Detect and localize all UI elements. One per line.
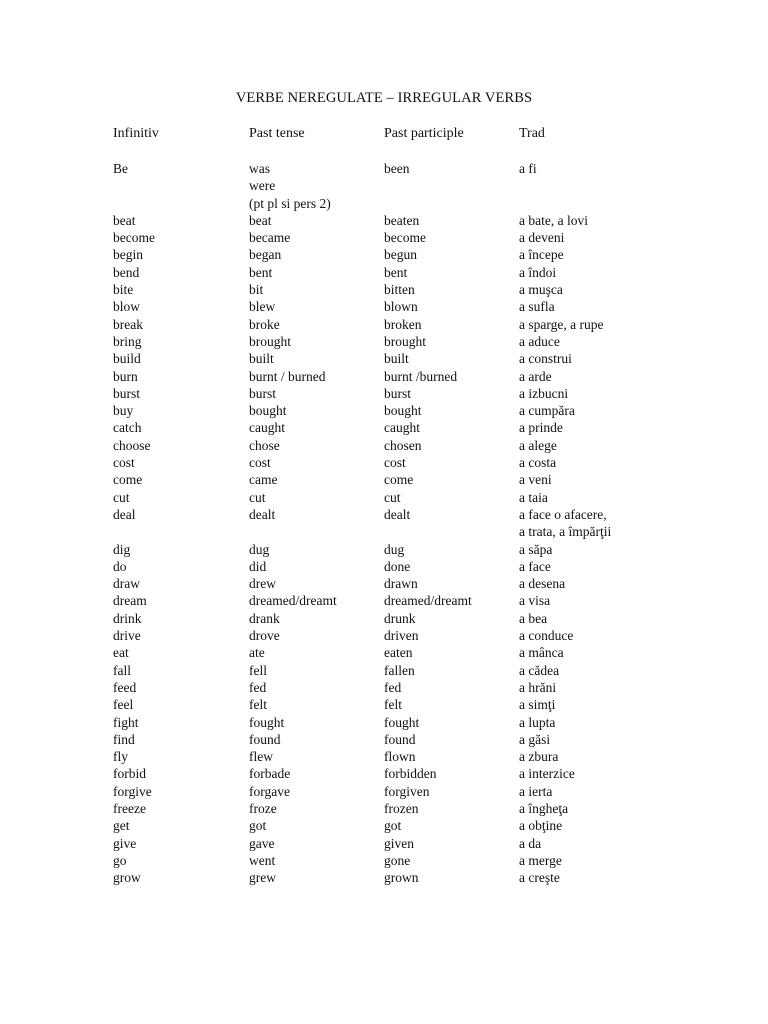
translation-line: a săpa bbox=[519, 541, 553, 557]
translation-line: a veni bbox=[519, 472, 552, 488]
cell-past-participle: beaten bbox=[384, 212, 420, 228]
cell-translation bbox=[519, 246, 564, 263]
cell-past-participle: cut bbox=[384, 489, 401, 505]
cell-past-participle: gone bbox=[384, 852, 411, 868]
cell-infinitive: burst bbox=[113, 385, 140, 401]
cell-infinitive: begin bbox=[113, 247, 143, 263]
cell-translation bbox=[519, 817, 562, 834]
cell-translation bbox=[519, 558, 551, 575]
cell-past-participle: blown bbox=[384, 299, 418, 315]
header-past-participle: Past participle bbox=[384, 126, 464, 141]
cell-translation bbox=[519, 454, 556, 471]
translation-line: a taia bbox=[519, 489, 548, 505]
cell-past-participle: dealt bbox=[384, 506, 411, 522]
cell-past-participle: become bbox=[384, 230, 426, 246]
cell-past-tense bbox=[249, 679, 266, 696]
cell-translation bbox=[519, 610, 547, 627]
past-tense-line: brought bbox=[249, 333, 291, 349]
cell-past-participle: given bbox=[384, 835, 414, 851]
cell-infinitive: bite bbox=[113, 282, 134, 298]
cell-past-participle: broken bbox=[384, 316, 422, 332]
cell-translation bbox=[519, 385, 568, 402]
past-tense-line: cut bbox=[249, 489, 266, 505]
cell-past-participle: caught bbox=[384, 420, 420, 436]
cell-infinitive: beat bbox=[113, 212, 136, 228]
cell-past-participle: felt bbox=[384, 697, 402, 713]
cell-past-tense bbox=[249, 817, 266, 834]
cell-past-tense bbox=[249, 835, 274, 852]
cell-past-participle: brought bbox=[384, 333, 426, 349]
cell-past-tense bbox=[249, 627, 280, 644]
cell-translation bbox=[519, 229, 564, 246]
translation-line: a bate, a lovi bbox=[519, 212, 588, 228]
cell-translation bbox=[519, 489, 548, 506]
cell-translation bbox=[519, 627, 573, 644]
cell-infinitive: give bbox=[113, 835, 137, 851]
translation-line: a hrăni bbox=[519, 679, 557, 695]
cell-infinitive: fall bbox=[113, 662, 131, 678]
past-tense-line: flew bbox=[249, 749, 273, 765]
cell-translation bbox=[519, 869, 560, 886]
cell-translation bbox=[519, 419, 563, 436]
cell-past-tense bbox=[249, 350, 274, 367]
past-tense-line: fed bbox=[249, 679, 267, 695]
cell-past-participle: chosen bbox=[384, 437, 422, 453]
header-past-tense: Past tense bbox=[249, 126, 305, 141]
table-row bbox=[0, 281, 768, 298]
cell-translation bbox=[519, 212, 588, 229]
translation-line: a creşte bbox=[519, 870, 560, 886]
translation-line: a construi bbox=[519, 351, 572, 367]
translation-line: a bea bbox=[519, 610, 548, 626]
cell-translation bbox=[519, 264, 556, 281]
table-row bbox=[0, 402, 768, 419]
translation-line: a mânca bbox=[519, 645, 564, 661]
cell-past-tense bbox=[249, 454, 271, 471]
past-tense-line: were bbox=[249, 178, 276, 194]
cell-past-tense bbox=[249, 402, 287, 419]
cell-translation bbox=[519, 298, 555, 315]
table-row bbox=[0, 800, 768, 817]
verb-table bbox=[0, 160, 768, 886]
cell-past-participle: fought bbox=[384, 714, 420, 730]
past-tense-line: burnt / burned bbox=[249, 368, 326, 384]
cell-past-tense bbox=[249, 714, 284, 731]
translation-line: a obţine bbox=[519, 818, 563, 834]
cell-translation bbox=[519, 160, 537, 177]
cell-past-participle: grown bbox=[384, 870, 419, 886]
cell-translation bbox=[519, 368, 552, 385]
cell-past-participle: dug bbox=[384, 541, 405, 557]
cell-infinitive: bend bbox=[113, 264, 140, 280]
table-row bbox=[0, 748, 768, 765]
header-translation: Trad bbox=[519, 126, 545, 141]
cell-translation bbox=[519, 731, 550, 748]
cell-past-tense bbox=[249, 541, 269, 558]
cell-infinitive: dig bbox=[113, 541, 131, 557]
translation-line: a izbucni bbox=[519, 385, 569, 401]
cell-past-tense bbox=[249, 852, 275, 869]
past-tense-line: bought bbox=[249, 403, 287, 419]
table-row bbox=[0, 471, 768, 488]
cell-past-tense bbox=[249, 385, 276, 402]
past-tense-line: caught bbox=[249, 420, 285, 436]
translation-line: a merge bbox=[519, 852, 562, 868]
translation-line: a arde bbox=[519, 368, 552, 384]
cell-translation bbox=[519, 662, 559, 679]
cell-infinitive: get bbox=[113, 818, 130, 834]
page-title: VERBE NEREGULATE – IRREGULAR VERBS bbox=[235, 90, 533, 106]
cell-past-tense bbox=[249, 869, 276, 886]
cell-translation bbox=[519, 696, 555, 713]
cell-past-tense bbox=[249, 748, 273, 765]
cell-past-participle: bitten bbox=[384, 282, 415, 298]
cell-infinitive: forbid bbox=[113, 766, 146, 782]
cell-past-tense bbox=[249, 783, 290, 800]
past-tense-line: ate bbox=[249, 645, 265, 661]
translation-line: a face o afacere, bbox=[519, 506, 607, 522]
table-row bbox=[0, 558, 768, 575]
cell-infinitive: feel bbox=[113, 697, 134, 713]
past-tense-line: dug bbox=[249, 541, 270, 557]
past-tense-line: fought bbox=[249, 714, 285, 730]
cell-infinitive: bring bbox=[113, 333, 142, 349]
past-tense-line: drew bbox=[249, 576, 276, 592]
cell-translation bbox=[519, 765, 575, 782]
translation-line: a da bbox=[519, 835, 542, 851]
cell-translation bbox=[519, 437, 557, 454]
cell-infinitive: break bbox=[113, 316, 143, 332]
table-row bbox=[0, 627, 768, 644]
table-row bbox=[0, 575, 768, 592]
table-row bbox=[0, 264, 768, 281]
cell-past-participle: drunk bbox=[384, 610, 416, 626]
translation-line: a aduce bbox=[519, 333, 560, 349]
cell-past-participle: built bbox=[384, 351, 409, 367]
cell-past-tense bbox=[249, 662, 267, 679]
cell-translation bbox=[519, 852, 562, 869]
cell-infinitive: go bbox=[113, 852, 127, 868]
translation-line: a muşca bbox=[519, 282, 563, 298]
cell-translation bbox=[519, 541, 552, 558]
cell-translation bbox=[519, 316, 603, 333]
cell-translation bbox=[519, 350, 572, 367]
cell-past-tense bbox=[249, 489, 266, 506]
translation-line: a deveni bbox=[519, 230, 565, 246]
cell-infinitive: forgive bbox=[113, 783, 152, 799]
past-tense-line: fell bbox=[249, 662, 267, 678]
past-tense-line: bent bbox=[249, 264, 273, 280]
cell-past-participle: eaten bbox=[384, 645, 413, 661]
cell-past-tense bbox=[249, 281, 263, 298]
cell-past-participle: drawn bbox=[384, 576, 418, 592]
past-tense-line: bit bbox=[249, 282, 264, 298]
cell-translation bbox=[519, 333, 560, 350]
past-tense-line: began bbox=[249, 247, 282, 263]
past-tense-line: was bbox=[249, 161, 270, 176]
past-tense-line: froze bbox=[249, 800, 277, 816]
header-infinitive: Infinitiv bbox=[113, 126, 159, 141]
cell-translation bbox=[519, 644, 564, 661]
past-tense-line: cost bbox=[249, 455, 271, 471]
cell-past-participle: found bbox=[384, 731, 416, 747]
cell-infinitive: cost bbox=[113, 455, 135, 471]
cell-infinitive: catch bbox=[113, 420, 142, 436]
cell-past-participle: done bbox=[384, 558, 411, 574]
past-tense-line: felt bbox=[249, 697, 267, 713]
cell-past-participle: got bbox=[384, 818, 402, 834]
past-tense-line: grew bbox=[249, 870, 276, 886]
cell-infinitive: blow bbox=[113, 299, 140, 315]
past-tense-line: got bbox=[249, 818, 267, 834]
cell-infinitive: buy bbox=[113, 403, 134, 419]
past-tense-line: forbade bbox=[249, 766, 291, 782]
table-row bbox=[0, 437, 768, 454]
translation-line: a costa bbox=[519, 455, 557, 471]
cell-translation bbox=[519, 471, 552, 488]
translation-line: a interzice bbox=[519, 766, 575, 782]
table-row bbox=[0, 333, 768, 350]
cell-translation bbox=[519, 800, 568, 817]
cell-infinitive: drive bbox=[113, 628, 141, 644]
cell-infinitive: draw bbox=[113, 576, 140, 592]
table-row bbox=[0, 298, 768, 315]
cell-past-participle: come bbox=[384, 472, 414, 488]
past-tense-line: drove bbox=[249, 628, 280, 644]
cell-past-participle: bent bbox=[384, 264, 408, 280]
translation-line: a desena bbox=[519, 576, 566, 592]
cell-infinitive: freeze bbox=[113, 800, 146, 816]
cell-infinitive: dream bbox=[113, 593, 147, 609]
translation-line: a găsi bbox=[519, 731, 551, 747]
cell-past-participle: flown bbox=[384, 749, 416, 765]
translation-line: a sufla bbox=[519, 299, 555, 315]
translation-line: a conduce bbox=[519, 628, 574, 644]
past-tense-line: (pt pl si pers 2) bbox=[249, 195, 331, 211]
cell-past-participle: burst bbox=[384, 385, 411, 401]
cell-past-tense bbox=[249, 610, 280, 627]
cell-infinitive: choose bbox=[113, 437, 151, 453]
cell-past-tense bbox=[249, 696, 267, 713]
past-tense-line: became bbox=[249, 230, 291, 246]
table-row bbox=[0, 731, 768, 748]
cell-translation bbox=[519, 714, 555, 731]
table-row bbox=[0, 489, 768, 506]
past-tense-line: gave bbox=[249, 835, 275, 851]
cell-translation bbox=[519, 506, 611, 541]
cell-past-participle: forgiven bbox=[384, 783, 430, 799]
table-row bbox=[0, 316, 768, 333]
cell-translation bbox=[519, 783, 552, 800]
table-row bbox=[0, 592, 768, 609]
past-tense-line: chose bbox=[249, 437, 280, 453]
cell-past-participle: fed bbox=[384, 679, 402, 695]
cell-infinitive: deal bbox=[113, 506, 136, 522]
table-row bbox=[0, 783, 768, 800]
past-tense-line: dreamed/dreamt bbox=[249, 593, 337, 609]
past-tense-line: drank bbox=[249, 610, 280, 626]
cell-past-tense bbox=[249, 471, 277, 488]
translation-line: a cădea bbox=[519, 662, 560, 678]
cell-past-tense bbox=[249, 575, 276, 592]
translation-line: a visa bbox=[519, 593, 551, 609]
table-row bbox=[0, 610, 768, 627]
cell-past-tense bbox=[249, 644, 265, 661]
table-row bbox=[0, 229, 768, 246]
table-row bbox=[0, 541, 768, 558]
cell-infinitive: grow bbox=[113, 870, 141, 886]
cell-past-participle: begun bbox=[384, 247, 417, 263]
cell-past-participle: driven bbox=[384, 628, 419, 644]
past-tense-line: went bbox=[249, 852, 276, 868]
cell-past-participle: bought bbox=[384, 403, 422, 419]
table-row bbox=[0, 644, 768, 661]
cell-translation bbox=[519, 748, 558, 765]
past-tense-line: dealt bbox=[249, 506, 276, 522]
cell-past-participle: burnt /burned bbox=[384, 368, 458, 384]
cell-past-tense bbox=[249, 558, 266, 575]
cell-past-tense bbox=[249, 298, 275, 315]
translation-line: a ierta bbox=[519, 783, 553, 799]
cell-past-tense bbox=[249, 506, 275, 523]
cell-infinitive: drink bbox=[113, 610, 142, 626]
table-row bbox=[0, 350, 768, 367]
table-row bbox=[0, 696, 768, 713]
table-row bbox=[0, 385, 768, 402]
table-row bbox=[0, 869, 768, 886]
translation-line: a sparge, a rupe bbox=[519, 316, 604, 332]
table-row bbox=[0, 679, 768, 696]
cell-translation bbox=[519, 575, 565, 592]
cell-infinitive: cut bbox=[113, 489, 130, 505]
cell-past-participle: fallen bbox=[384, 662, 415, 678]
translation-line: a alege bbox=[519, 437, 557, 453]
past-tense-line: did bbox=[249, 558, 267, 574]
translation-line: a trata, a împărţii bbox=[519, 524, 612, 540]
cell-past-tense bbox=[249, 765, 290, 782]
cell-infinitive: do bbox=[113, 558, 127, 574]
table-row bbox=[0, 662, 768, 679]
cell-past-tense bbox=[249, 731, 281, 748]
cell-past-participle: cost bbox=[384, 455, 406, 471]
cell-past-tense bbox=[249, 229, 290, 246]
cell-infinitive: eat bbox=[113, 645, 129, 661]
cell-past-tense bbox=[249, 316, 280, 333]
cell-infinitive: find bbox=[113, 731, 135, 747]
cell-past-tense bbox=[249, 419, 285, 436]
table-header bbox=[0, 125, 768, 143]
past-tense-line: forgave bbox=[249, 783, 290, 799]
translation-line: a fi bbox=[519, 161, 537, 176]
cell-past-participle: forbidden bbox=[384, 766, 437, 782]
past-tense-line: built bbox=[249, 351, 274, 367]
past-tense-line: broke bbox=[249, 316, 280, 332]
cell-translation bbox=[519, 835, 541, 852]
cell-past-tense bbox=[249, 333, 291, 350]
cell-infinitive: fight bbox=[113, 714, 139, 730]
table-row bbox=[0, 454, 768, 471]
translation-line: a face bbox=[519, 558, 551, 574]
table-row bbox=[0, 765, 768, 782]
table-row bbox=[0, 817, 768, 834]
cell-infinitive: become bbox=[113, 230, 155, 246]
table-row bbox=[0, 419, 768, 436]
table-row bbox=[0, 246, 768, 263]
cell-past-participle: been bbox=[384, 161, 410, 176]
cell-translation bbox=[519, 402, 575, 419]
translation-line: a prinde bbox=[519, 420, 563, 436]
cell-past-tense bbox=[249, 437, 280, 454]
cell-past-tense bbox=[249, 800, 277, 817]
cell-past-tense bbox=[249, 246, 281, 263]
table-row bbox=[0, 160, 768, 212]
cell-infinitive: burn bbox=[113, 368, 138, 384]
cell-infinitive: feed bbox=[113, 679, 137, 695]
cell-infinitive: come bbox=[113, 472, 143, 488]
cell-infinitive: build bbox=[113, 351, 141, 367]
cell-past-participle: dreamed/dreamt bbox=[384, 593, 472, 609]
past-tense-line: found bbox=[249, 731, 281, 747]
cell-translation bbox=[519, 592, 550, 609]
past-tense-line: blew bbox=[249, 299, 276, 315]
cell-past-participle: frozen bbox=[384, 800, 419, 816]
cell-past-tense bbox=[249, 212, 272, 229]
cell-past-tense bbox=[249, 160, 331, 212]
cell-past-tense bbox=[249, 368, 326, 385]
table-row bbox=[0, 714, 768, 731]
translation-line: a simţi bbox=[519, 697, 556, 713]
table-row bbox=[0, 835, 768, 852]
translation-line: a îndoi bbox=[519, 264, 557, 280]
cell-translation bbox=[519, 679, 556, 696]
translation-line: a începe bbox=[519, 247, 564, 263]
translation-line: a cumpăra bbox=[519, 403, 575, 419]
cell-translation bbox=[519, 281, 563, 298]
cell-past-tense bbox=[249, 592, 337, 609]
table-row bbox=[0, 368, 768, 385]
past-tense-line: came bbox=[249, 472, 278, 488]
translation-line: a zbura bbox=[519, 749, 559, 765]
cell-infinitive: fly bbox=[113, 749, 128, 765]
translation-line: a îngheţa bbox=[519, 800, 569, 816]
cell-past-tense bbox=[249, 264, 272, 281]
past-tense-line: beat bbox=[249, 212, 272, 228]
table-row bbox=[0, 212, 768, 229]
cell-infinitive: Be bbox=[113, 161, 128, 176]
table-row bbox=[0, 852, 768, 869]
table-row bbox=[0, 506, 768, 541]
translation-line: a lupta bbox=[519, 714, 556, 730]
past-tense-line: burst bbox=[249, 385, 276, 401]
